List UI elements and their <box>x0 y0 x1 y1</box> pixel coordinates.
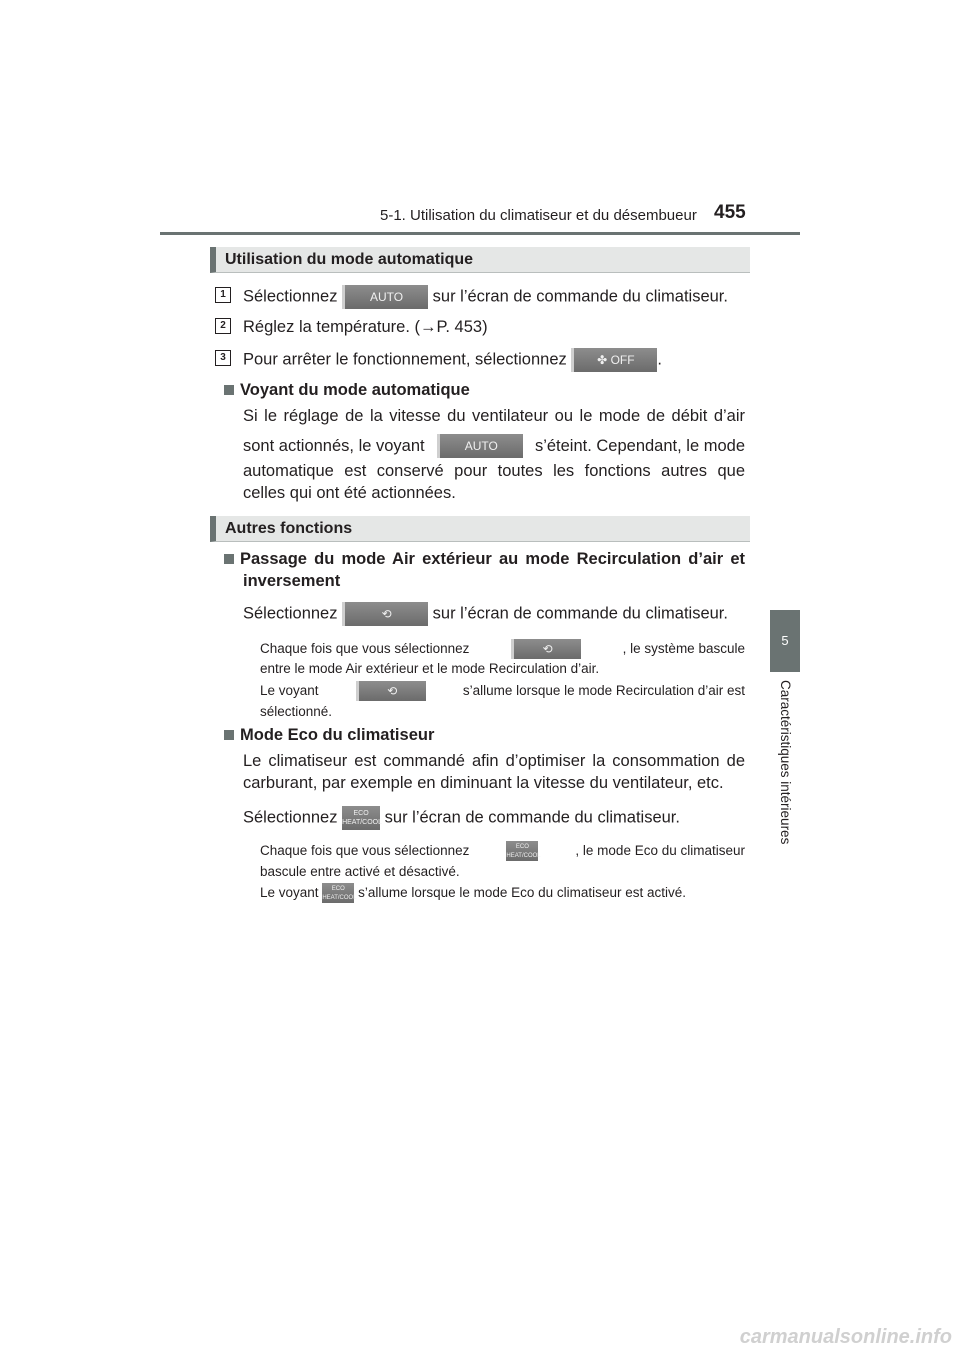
eco-button-small: ECO HEAT/COOL <box>506 841 538 861</box>
paragraph-line: celles qui ont été actionnées. <box>243 484 456 502</box>
step-3-text: Pour arrêter le fonctionnement, sélectionnez ✤ OFF . <box>243 348 662 372</box>
square-bullet-icon <box>224 385 234 395</box>
step-number: 3 <box>215 350 231 366</box>
note-line: Chaque fois que vous sélectionnez ECO HEAT/COOL , le mode Eco du climatiseur <box>260 840 745 861</box>
paragraph-line: automatique est conservé pour toutes les fonctions autres que <box>243 462 745 480</box>
eco-heading: Mode Eco du climatiseur <box>224 724 434 746</box>
fan-icon: ✤ <box>597 353 608 367</box>
step-2-text: Réglez la température. (→P. 453) <box>243 318 488 336</box>
fan-off-button[interactable]: ✤ OFF <box>571 348 657 372</box>
recirculation-button-small <box>511 639 581 659</box>
car-recirculation-icon: ⟲ <box>381 607 392 621</box>
note-line: bascule entre activé et désactivé. <box>260 864 460 879</box>
header-divider <box>160 232 800 235</box>
section-heading-auto-mode <box>210 247 750 273</box>
note-line: Chaque fois que vous sélectionnez ⟲ , le système bascule <box>260 638 745 659</box>
car-recirculation-icon: ⟲ <box>542 641 553 656</box>
square-bullet-icon <box>224 554 234 564</box>
step-1-text: Sélectionnez AUTO sur l’écran de commande du climatiseur. <box>243 285 728 309</box>
recirc-heading: Passage du mode Air extérieur au mode Recirculation d’air et <box>224 548 745 570</box>
page-number: 455 <box>714 202 746 223</box>
paragraph-line: carburant, par exemple en diminuant la vitesse du ventilateur, etc. <box>243 774 724 792</box>
section-heading-text: Utilisation du mode automatique <box>225 251 474 268</box>
paragraph-line: Le climatiseur est commandé afin d’optimiser la consommation de <box>243 752 745 770</box>
square-bullet-icon <box>224 730 234 740</box>
chapter-title: Caractéristiques intérieures <box>778 680 793 845</box>
section-heading-other-functions <box>210 516 750 542</box>
note-line: sélectionné. <box>260 704 333 719</box>
recirc-select-text: Sélectionnez ⟲ sur l’écran de commande du climatiseur. <box>243 602 728 626</box>
car-recirculation-icon: ⟲ <box>387 683 398 698</box>
watermark: carmanualsonline.info <box>739 1326 952 1348</box>
eco-indicator: ECO HEAT/COOL <box>322 883 354 903</box>
paragraph-line: sont actionnés, le voyant AUTO s’éteint. Cependant, le mode <box>243 434 745 458</box>
step-number: 1 <box>215 287 231 303</box>
step-number: 2 <box>215 318 231 334</box>
recirculation-button[interactable] <box>342 602 428 626</box>
eco-select-text: Sélectionnez ECO HEAT/COOL sur l’écran de commande du climatiseur. <box>243 806 680 830</box>
auto-indicator-heading: Voyant du mode automatique <box>224 379 470 401</box>
paragraph-line: Si le réglage de la vitesse du ventilateur ou le mode de débit d’air <box>243 407 745 425</box>
note-line: Le voyant ECO HEAT/COOL s’allume lorsque le mode Eco du climatiseur est activé. <box>260 885 686 902</box>
recirc-heading-cont: inversement <box>243 572 341 590</box>
note-line: entre le mode Air extérieur et le mode Recirculation d’air. <box>260 661 600 676</box>
header-section-title: 5-1. Utilisation du climatiseur et du désembueur <box>380 207 697 224</box>
eco-button[interactable]: ECO HEAT/COOL <box>342 806 380 830</box>
auto-indicator-button: AUTO <box>437 434 523 458</box>
auto-button[interactable]: AUTO <box>342 285 428 309</box>
section-heading-text: Autres fonctions <box>225 520 353 537</box>
chapter-tab: 5 <box>770 610 800 672</box>
note-line: Le voyant ⟲ s’allume lorsque le mode Recirculation d’air est <box>260 680 745 701</box>
recirculation-indicator <box>356 681 426 701</box>
